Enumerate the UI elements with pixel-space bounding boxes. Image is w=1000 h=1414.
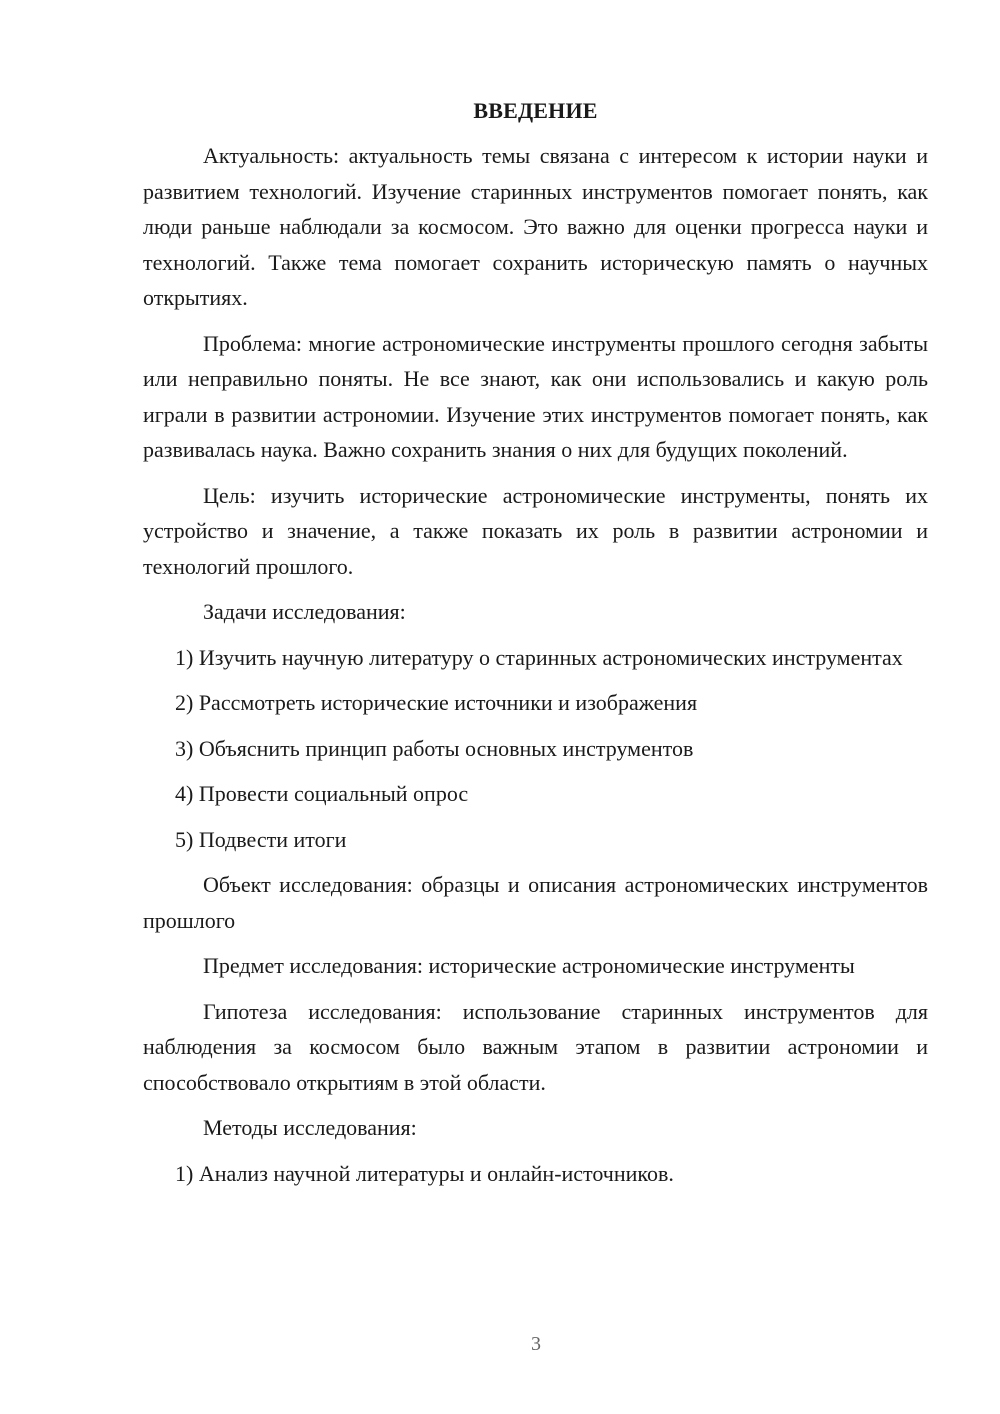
document-page [143, 93, 928, 1201]
section-title: ВВЕДЕНИЕ [473, 98, 598, 123]
object-paragraph: Объект исследования: образцы и описания астрономических инструментов прошлого [143, 872, 928, 933]
subject-paragraph: Предмет исследования: исторические астрономические инструменты [203, 953, 855, 978]
problem-paragraph: Проблема: многие астрономические инструменты прошлого сегодня забыты или неправильно поняты. Не все знают, как они использовались и какую роль играли в развитии астрономии. Изучение этих инструментов помогает понять, как развивалась наука. Важно сохранить знания о них для будущих поколений. [143, 330, 928, 462]
task-item-1: 1) Изучить научную литературу о старинных астрономических инструментах [175, 644, 903, 670]
hypothesis-paragraph: Гипотеза исследования: использование старинных инструментов для наблюдения за космосом было важным этапом в развитии астрономии и способствовало открытиям в этой области. [143, 998, 928, 1095]
method-item-1: 1) Анализ научной литературы и онлайн-источников. [175, 1160, 674, 1186]
task-item-3: 3) Объяснить принцип работы основных инструментов [175, 735, 694, 761]
relevance-paragraph: Актуальность: актуальность темы связана с интересом к истории науки и развитием технологий. Изучение старинных инструментов помогает понять, как люди раньше наблюдали за космосом. Это важно для оценки прогресса науки и технологий. Также тема помогает сохранить историческую память о научных открытиях. [143, 143, 928, 310]
task-item-2: 2) Рассмотреть исторические источники и изображения [175, 690, 698, 715]
page-number: 3 [531, 1333, 541, 1355]
goal-paragraph: Цель: изучить исторические астрономические инструменты, понять их устройство и значение, а также показать их роль в развитии астрономии и технологий прошлого. [143, 482, 928, 579]
methods-heading: Методы исследования: [203, 1115, 417, 1140]
task-item-5: 5) Подвести итоги [175, 826, 347, 852]
tasks-heading: Задачи исследования: [203, 599, 406, 624]
task-item-4: 4) Провести социальный опрос [175, 781, 469, 806]
